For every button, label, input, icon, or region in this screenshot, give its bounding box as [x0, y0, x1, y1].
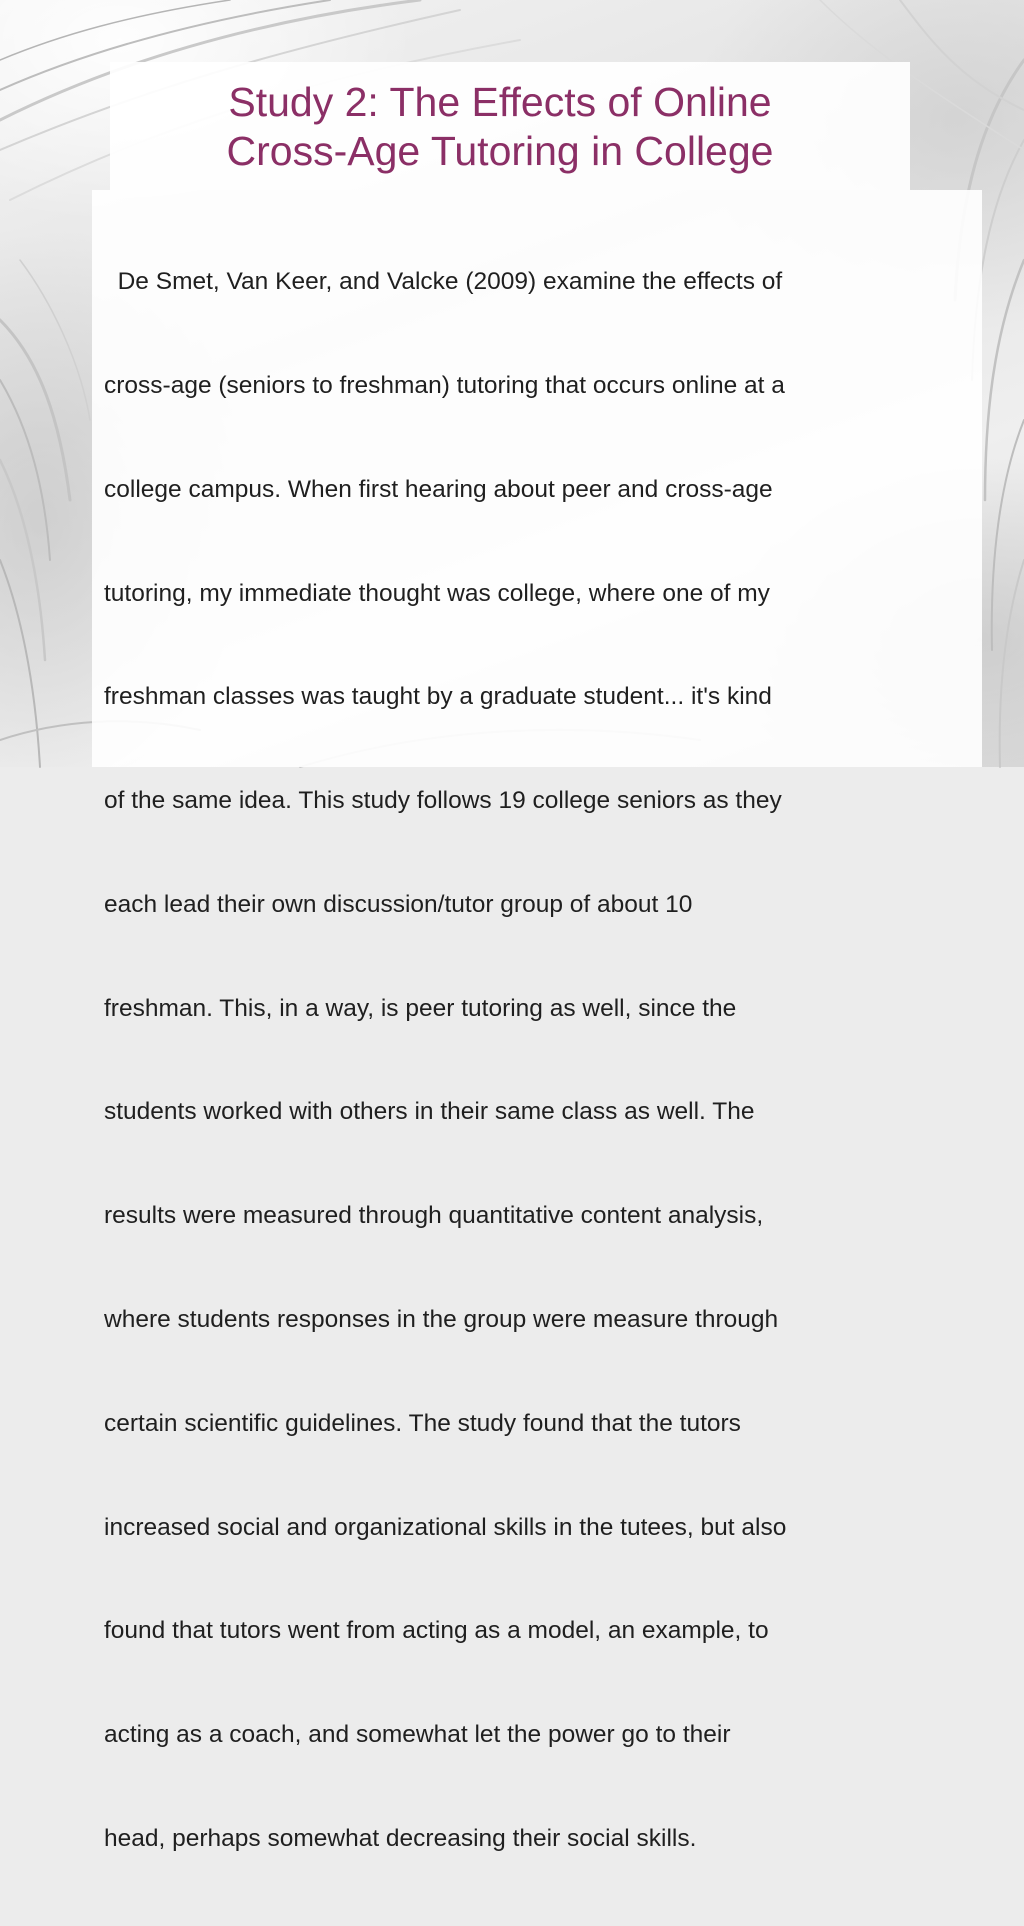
- body-line: acting as a coach, and somewhat let the power go to their: [104, 1721, 731, 1749]
- slide-title-line-2: Cross-Age Tutoring in College: [226, 128, 774, 174]
- body-line: of the same idea. This study follows 19 college seniors as they: [104, 787, 782, 815]
- body-line: freshman classes was taught by a graduate student... it's kind: [104, 683, 772, 711]
- body-line: head, perhaps somewhat decreasing their social skills.: [104, 1824, 697, 1852]
- slide-title: [100, 78, 900, 176]
- body-line: found that tutors went from acting as a model, an example, to: [104, 1617, 769, 1645]
- body-line: tutoring, my immediate thought was college, where one of my: [104, 579, 770, 607]
- body-line: students worked with others in their same class as well. The: [104, 1098, 755, 1126]
- body-line: cross-age (seniors to freshman) tutoring that occurs online at a: [104, 371, 785, 399]
- body-line: freshman. This, in a way, is peer tutoring as well, since the: [104, 994, 737, 1022]
- body-line: where students responses in the group were measure through: [104, 1306, 779, 1333]
- slide-title-line-1: Study 2: The Effects of Online: [228, 79, 772, 125]
- body-line: college campus. When first hearing about peer and cross-age: [104, 475, 773, 503]
- body-line: De Smet, Van Keer, and Valcke (2009) examine the effects of: [104, 268, 783, 296]
- body-line: each lead their own discussion/tutor group of about 10: [104, 890, 693, 918]
- body-line: increased social and organizational skills in the tutees, but also: [104, 1513, 787, 1541]
- body-line: certain scientific guidelines. The study found that the tutors: [104, 1409, 741, 1437]
- body-line: results were measured through quantitative content analysis,: [104, 1202, 764, 1230]
- slide-body-text: [104, 196, 984, 1926]
